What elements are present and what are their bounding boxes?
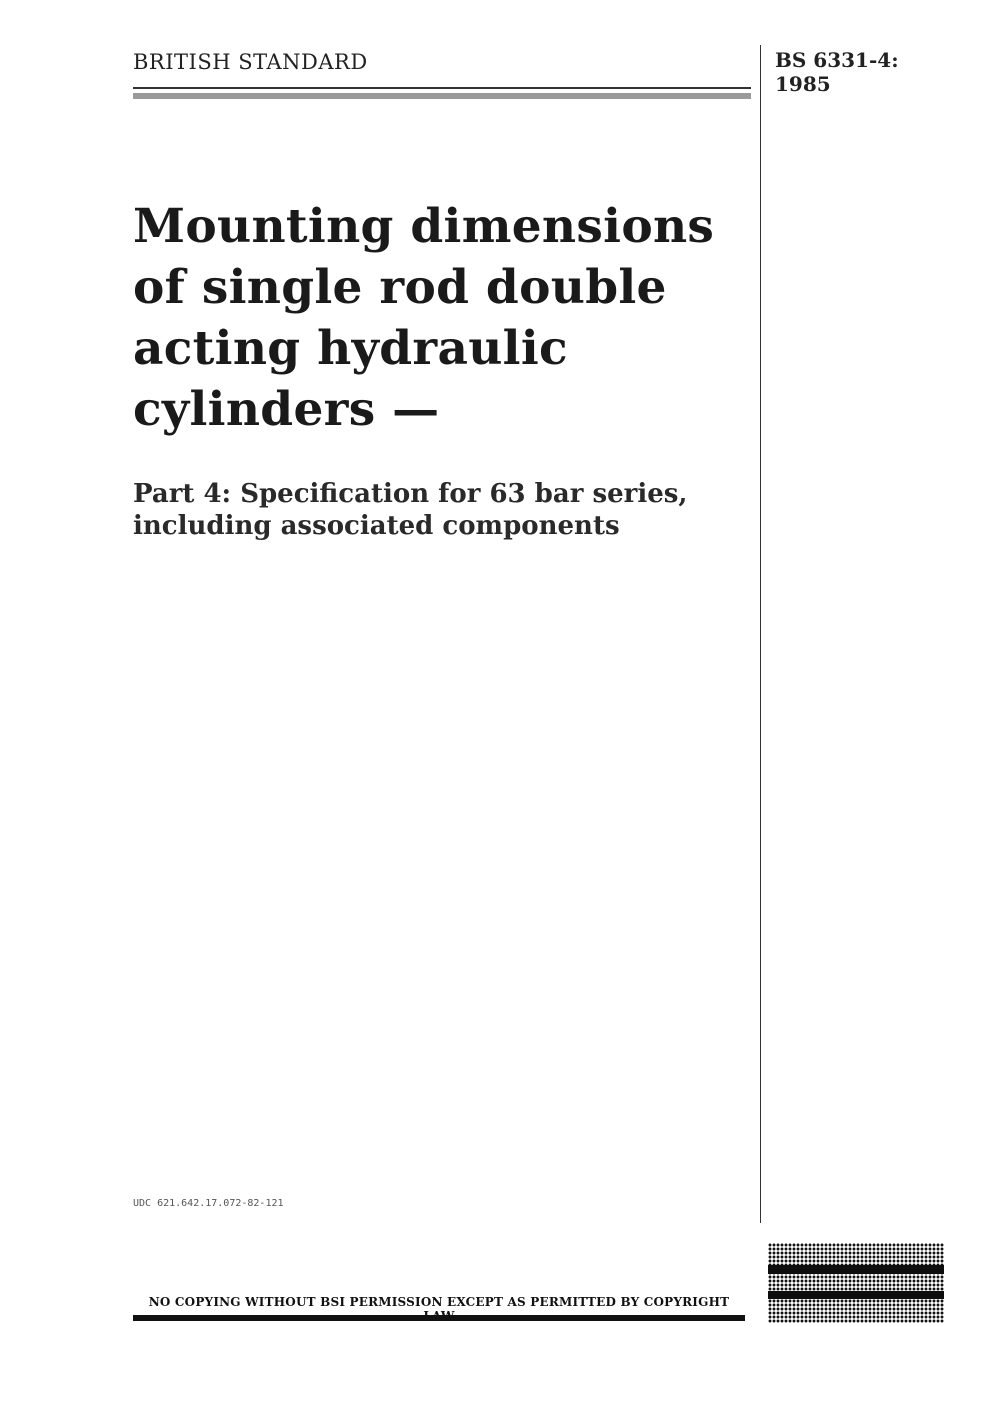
standard-number-line1: BS 6331-4: xyxy=(775,48,899,72)
udc-code: UDC 621.642.17.072-82-121 xyxy=(133,1198,284,1209)
bsi-logo-icon xyxy=(768,1243,944,1323)
header-rule-thin xyxy=(133,87,751,89)
document-subtitle: Part 4: Specification for 63 bar series, including associated components xyxy=(133,479,688,541)
standard-number-line2: 1985 xyxy=(775,72,831,96)
bottom-rule xyxy=(133,1315,745,1321)
copyright-notice: NO COPYING WITHOUT BSI PERMISSION EXCEPT AS PERMITTED BY COPYRIGHT xyxy=(148,1295,730,1309)
header-label: BRITISH STANDARD xyxy=(133,50,368,74)
header-rule-thick xyxy=(133,93,751,99)
standard-number xyxy=(775,48,899,96)
vertical-divider xyxy=(760,45,761,1223)
document-title: Mounting dimensions of single rod double acting hydraulic cylinders — xyxy=(133,199,715,437)
